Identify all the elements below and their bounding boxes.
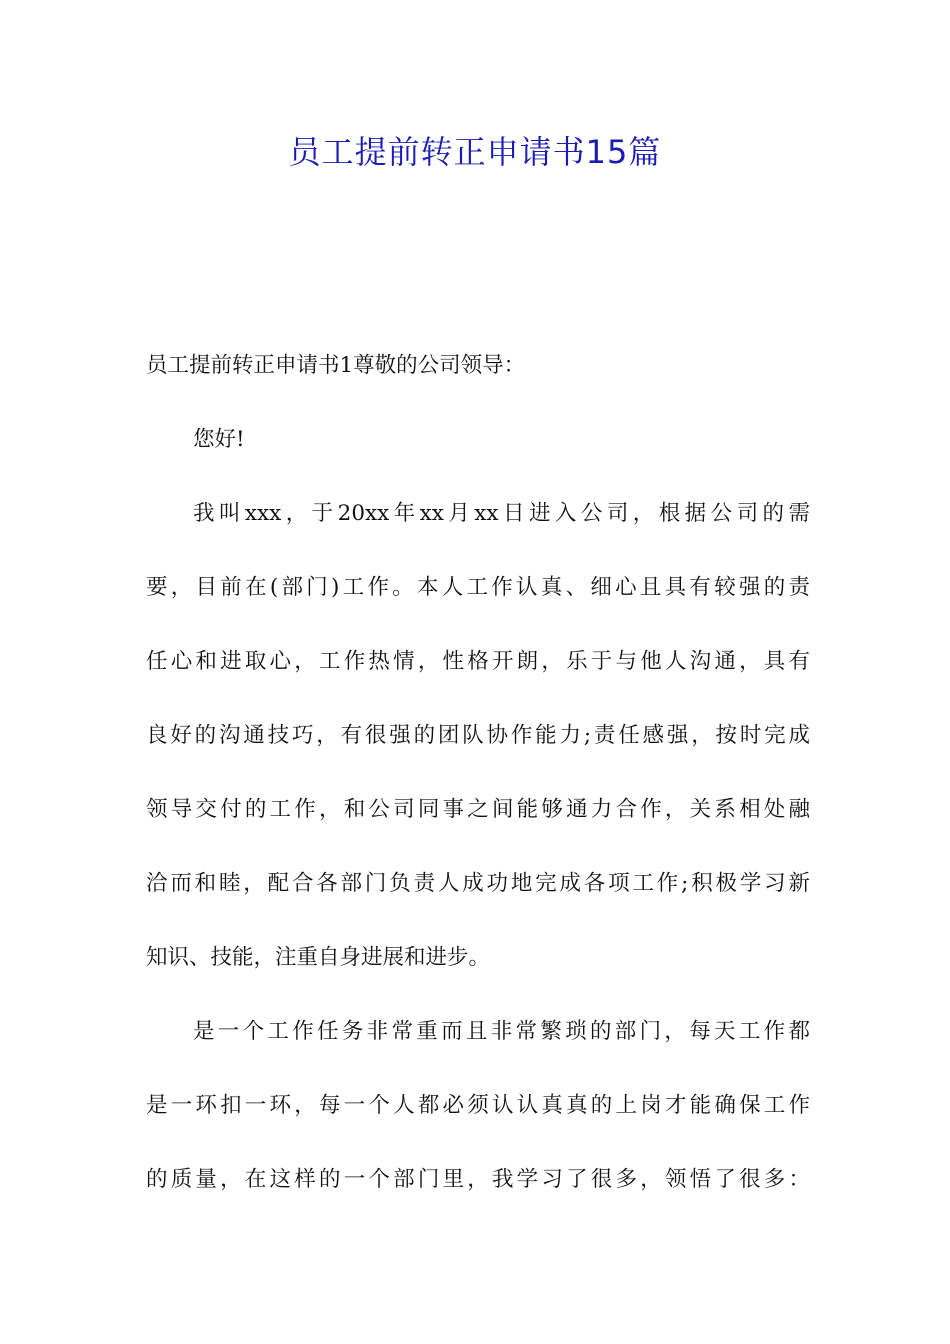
body-line: 的质量，在这样的一个部门里，我学习了很多，领悟了很多： bbox=[146, 1167, 810, 1192]
body-line: 员工提前转正申请书1尊敬的公司领导： bbox=[146, 353, 526, 378]
body-line: 领导交付的工作，和公司同事之间能够通力合作，关系相处融 bbox=[146, 797, 810, 822]
body-line: 任心和进取心，工作热情，性格开朗，乐于与他人沟通，具有 bbox=[146, 649, 810, 674]
document-title: 员工提前转正申请书15篇 bbox=[288, 133, 662, 171]
body-line: 您好! bbox=[193, 427, 245, 452]
body-line: 良好的沟通技巧，有很强的团队协作能力;责任感强，按时完成 bbox=[146, 723, 810, 748]
body-line: 是一个工作任务非常重而且非常繁琐的部门，每天工作都 bbox=[193, 1019, 810, 1044]
body-line: 我叫xxx，于20xx年xx月xx日进入公司，根据公司的需 bbox=[193, 501, 810, 526]
body-line: 洽而和睦，配合各部门负责人成功地完成各项工作;积极学习新 bbox=[146, 871, 810, 896]
body-line: 要，目前在(部门)工作。本人工作认真、细心且具有较强的责 bbox=[146, 575, 810, 600]
body-line: 是一环扣一环，每一个人都必须认认真真的上岗才能确保工作 bbox=[146, 1093, 810, 1118]
document-body bbox=[146, 346, 810, 1234]
body-line: 知识、技能，注重自身进展和进步。 bbox=[146, 945, 491, 970]
